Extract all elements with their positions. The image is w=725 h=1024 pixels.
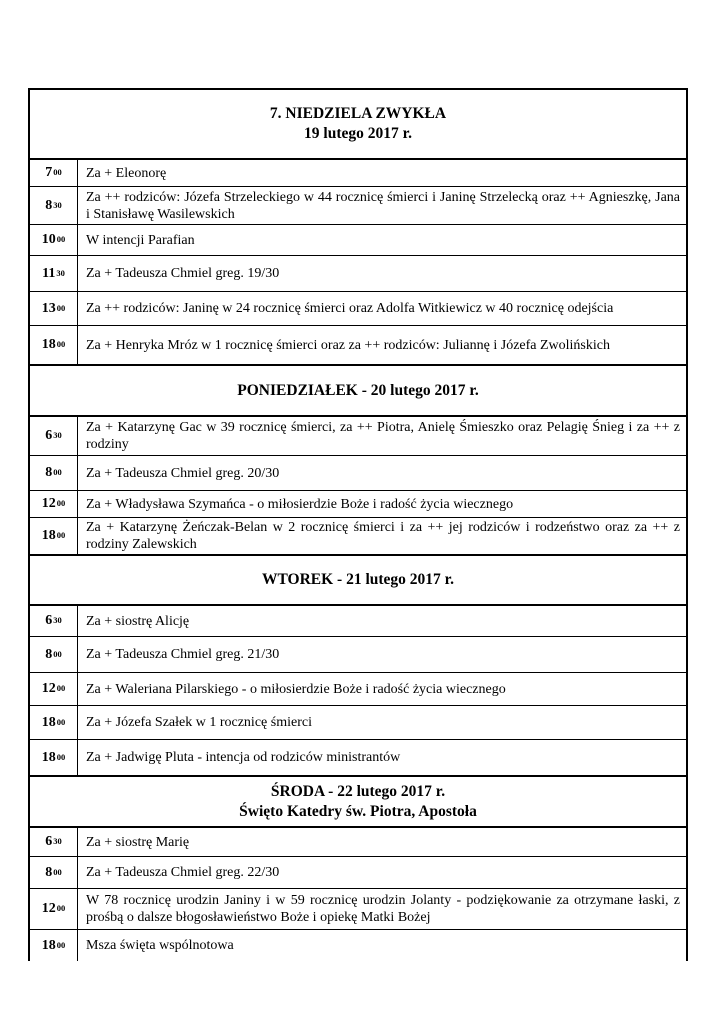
section-header	[30, 90, 686, 160]
table-row	[30, 930, 686, 961]
table-row	[30, 491, 686, 518]
mass-time: 8 $^{00}$	[30, 857, 78, 888]
mass-time: 18 $^{00}$	[30, 930, 78, 961]
table-row	[30, 160, 686, 187]
intention-text: Za + Katarzynę Gac w 39 rocznicę śmierci, za ++ Piotra, Anielę Śmieszko oraz Pelagię Śnieg i za ++ z rodziny	[86, 420, 680, 452]
mass-time: 18 $^{00}$	[30, 740, 78, 775]
intention-text: Za + Tadeusza Chmiel greg. 20/30	[86, 465, 280, 481]
table-row	[30, 518, 686, 556]
table-row	[30, 673, 686, 706]
intention-text: W intencji Parafian	[86, 232, 195, 248]
table-row	[30, 292, 686, 326]
section-header	[30, 777, 686, 828]
table-row	[30, 889, 686, 930]
intention-text: Msza święta wspólnotowa	[86, 938, 234, 953]
mass-time: 8 $^{00}$	[30, 637, 78, 672]
table-row	[30, 706, 686, 740]
section-title: WTOREK - 21 lutego 2017 r.	[261, 571, 455, 588]
intention-text: W 78 rocznicę urodzin Janiny i w 59 rocznicę urodzin Jolanty - podziękowanie za otrzymane łaski, z prośbą o dalsze błogosławieństwo Boże i opiekę Matki Bożej	[86, 893, 680, 925]
intention-text: Za + Henryka Mróz w 1 rocznicę śmierci oraz za ++ rodziców: Juliannę i Józefa Zwolińskich	[86, 337, 610, 353]
mass-time: 18 $^{00}$	[30, 518, 78, 554]
mass-time: 18 $^{00}$	[30, 326, 78, 364]
mass-time: 6 $^{30}$	[30, 606, 78, 636]
mass-time: 12 $^{00}$	[30, 491, 78, 517]
mass-time: 12 $^{00}$	[30, 889, 78, 929]
mass-time: 8 $^{30}$	[30, 187, 78, 224]
intention-text: Za + Katarzynę Żeńczak-Belan w 2 rocznicę śmierci i za ++ jej rodziców i rodzeństwo oraz za ++ z rodziny Zalewskich	[86, 520, 680, 552]
intention-text: Za + Władysława Szymańca - o miłosierdzie Boże i radość życia wiecznego	[86, 496, 514, 512]
table-row	[30, 456, 686, 491]
section-header	[30, 556, 686, 606]
mass-time: 6 $^{30}$	[30, 417, 78, 455]
section-subtitle: 19 lutego 2017 r.	[304, 125, 412, 142]
intention-text: Za + siostrę Marię	[86, 834, 190, 850]
section-header	[30, 366, 686, 417]
section-title: PONIEDZIAŁEK - 20 lutego 2017 r.	[237, 381, 479, 399]
mass-intentions-table	[28, 88, 688, 961]
table-row	[30, 740, 686, 777]
mass-time: 10 $^{00}$	[30, 225, 78, 255]
section-title: ŚRODA - 22 lutego 2017 r.	[270, 782, 446, 800]
table-row	[30, 225, 686, 256]
table-row	[30, 187, 686, 225]
table-row	[30, 606, 686, 637]
table-row	[30, 857, 686, 889]
intention-text: Za + Tadeusza Chmiel greg. 22/30	[86, 865, 280, 880]
intention-text: Za ++ rodziców: Józefa Strzeleckiego w 44 rocznicę śmierci i Janinę Strzelecką oraz ++ Agnieszkę, Jana i Stanisławę Wasilewskich	[86, 189, 680, 222]
table-row	[30, 417, 686, 456]
intention-text: Za + Tadeusza Chmiel greg. 19/30	[86, 266, 280, 281]
table-row	[30, 256, 686, 292]
mass-time: 7 $^{00}$	[30, 160, 78, 186]
mass-time: 8 $^{00}$	[30, 456, 78, 490]
mass-time: 6 $^{30}$	[30, 828, 78, 856]
section-title: 7. NIEDZIELA ZWYKŁA	[269, 105, 447, 122]
intention-text: Za + Waleriana Pilarskiego - o miłosierdzie Boże i radość życia wiecznego	[86, 681, 506, 697]
section-subtitle: Święto Katedry św. Piotra, Apostoła	[239, 802, 477, 820]
mass-time: 11 $^{30}$	[30, 256, 78, 291]
intention-text: Za + Tadeusza Chmiel greg. 21/30	[86, 647, 280, 662]
intention-text: Za + Jadwigę Pluta - intencja od rodziców ministrantów	[86, 750, 401, 765]
mass-time: 18 $^{00}$	[30, 706, 78, 739]
mass-time: 13 $^{00}$	[30, 292, 78, 325]
intention-text: Za ++ rodziców: Janinę w 24 rocznicę śmierci oraz Adolfa Witkiewicz w 40 rocznicę odejścia	[86, 301, 614, 316]
mass-time: 12 $^{00}$	[30, 673, 78, 705]
intention-text: Za + Eleonorę	[86, 165, 167, 181]
table-row	[30, 828, 686, 857]
intention-text: Za + siostrę Alicję	[86, 613, 190, 629]
intention-text: Za + Józefa Szałek w 1 rocznicę śmierci	[86, 715, 312, 730]
table-row	[30, 326, 686, 366]
table-row	[30, 637, 686, 673]
